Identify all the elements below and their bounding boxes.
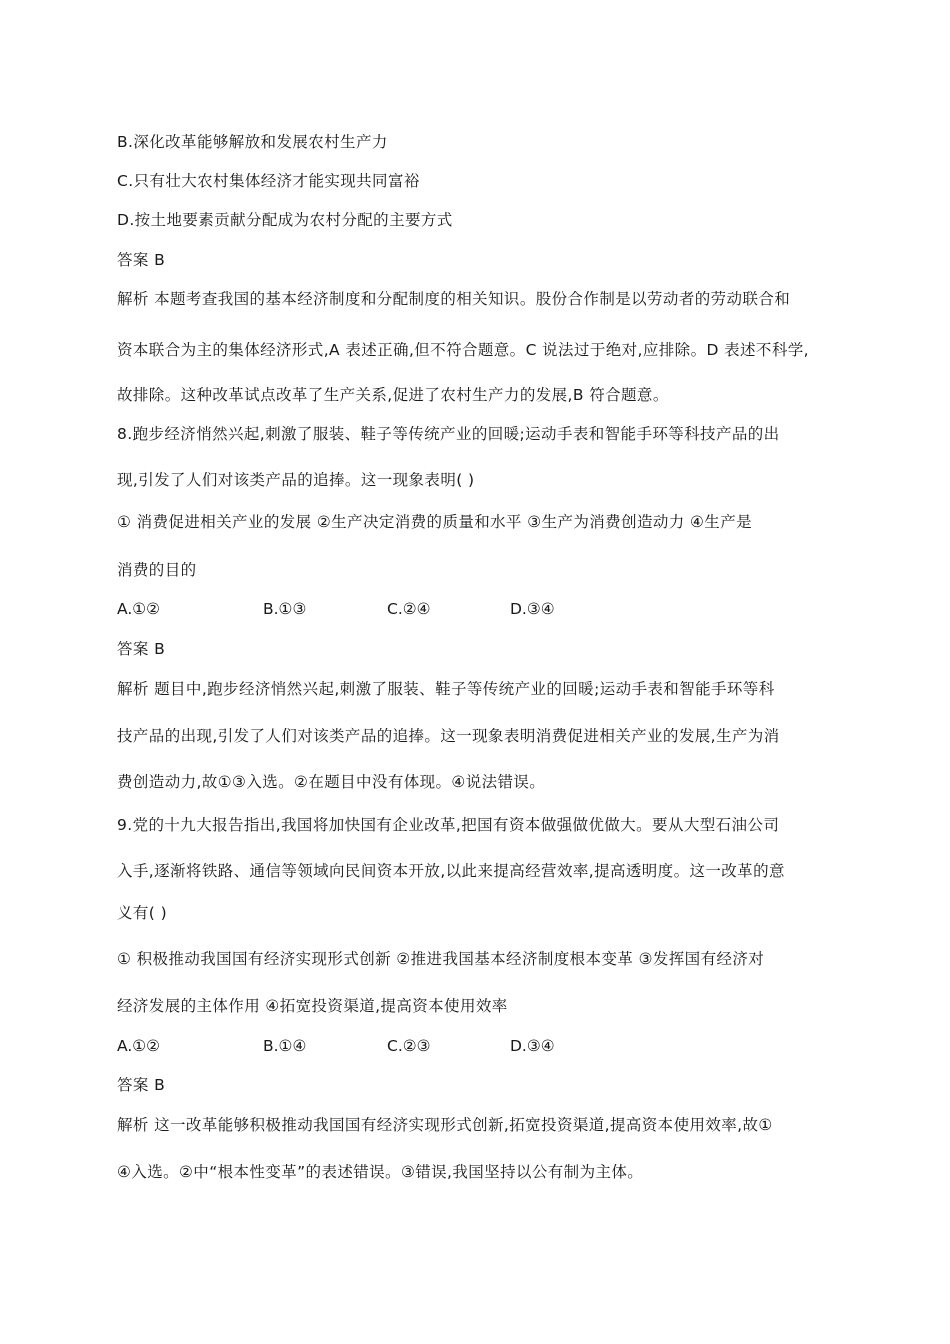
q7-explanation-line: 解析 本题考查我国的基本经济制度和分配制度的相关知识。股份合作制是以劳动者的劳动联合和 xyxy=(117,290,791,308)
q8-explanation-line: 解析 题目中,跑步经济悄然兴起,刺激了服装、鞋子等传统产业的回暖;运动手表和智能手环等科 xyxy=(117,680,775,698)
q8-option-b: B.①③ xyxy=(263,600,307,618)
q9-stem-line: 9.党的十九大报告指出,我国将加快国有企业改革,把国有资本做强做优做大。要从大型石油公司 xyxy=(117,816,780,834)
q9-statements-line: 经济发展的主体作用 ④拓宽投资渠道,提高资本使用效率 xyxy=(117,997,508,1015)
q7-option-b: B.深化改革能够解放和发展农村生产力 xyxy=(117,133,388,151)
q7-explanation-line: 故排除。这种改革试点改革了生产关系,促进了农村生产力的发展,B 符合题意。 xyxy=(117,386,669,404)
q9-option-d: D.③④ xyxy=(510,1037,555,1055)
q8-explanation-line: 技产品的出现,引发了人们对该类产品的追捧。这一现象表明消费促进相关产业的发展,生产为消 xyxy=(117,727,780,745)
q7-explanation-line: 资本联合为主的集体经济形式,A 表述正确,但不符合题意。C 说法过于绝对,应排除。D 表述不科学, xyxy=(117,341,809,359)
q8-stem-line: 8.跑步经济悄然兴起,刺激了服装、鞋子等传统产业的回暖;运动手表和智能手环等科技产品的出 xyxy=(117,425,780,443)
q9-answer: 答案 B xyxy=(117,1076,166,1094)
q8-answer: 答案 B xyxy=(117,640,166,658)
q9-explanation-line: 解析 这一改革能够积极推动我国国有经济实现形式创新,拓宽投资渠道,提高资本使用效率,故① xyxy=(117,1116,773,1134)
q8-statements-line: 消费的目的 xyxy=(117,561,197,579)
q7-option-c: C.只有壮大农村集体经济才能实现共同富裕 xyxy=(117,172,420,190)
q9-stem-line: 入手,逐渐将铁路、通信等领域向民间资本开放,以此来提高经营效率,提高透明度。这一改革的意 xyxy=(117,862,785,880)
q8-option-d: D.③④ xyxy=(510,600,555,618)
q9-option-a: A.①② xyxy=(117,1037,161,1055)
q8-stem-line: 现,引发了人们对该类产品的追捧。这一现象表明( ) xyxy=(117,471,475,489)
q7-answer: 答案 B xyxy=(117,251,166,269)
q8-statements-line: ① 消费促进相关产业的发展 ②生产决定消费的质量和水平 ③生产为消费创造动力 ④生产是 xyxy=(117,513,752,531)
q9-stem-line: 义有( ) xyxy=(117,904,168,922)
q9-option-b: B.①④ xyxy=(263,1037,307,1055)
q9-option-c: C.②③ xyxy=(387,1037,431,1055)
q8-option-c: C.②④ xyxy=(387,600,431,618)
q8-explanation-line: 费创造动力,故①③入选。②在题目中没有体现。④说法错误。 xyxy=(117,773,546,791)
q7-option-d: D.按土地要素贡献分配成为农村分配的主要方式 xyxy=(117,211,453,229)
q8-option-a: A.①② xyxy=(117,600,161,618)
q9-explanation-line: ④入选。②中“根本性变革”的表述错误。③错误,我国坚持以公有制为主体。 xyxy=(117,1163,644,1181)
q9-statements-line: ① 积极推动我国国有经济实现形式创新 ②推进我国基本经济制度根本变革 ③发挥国有经济对 xyxy=(117,950,765,968)
